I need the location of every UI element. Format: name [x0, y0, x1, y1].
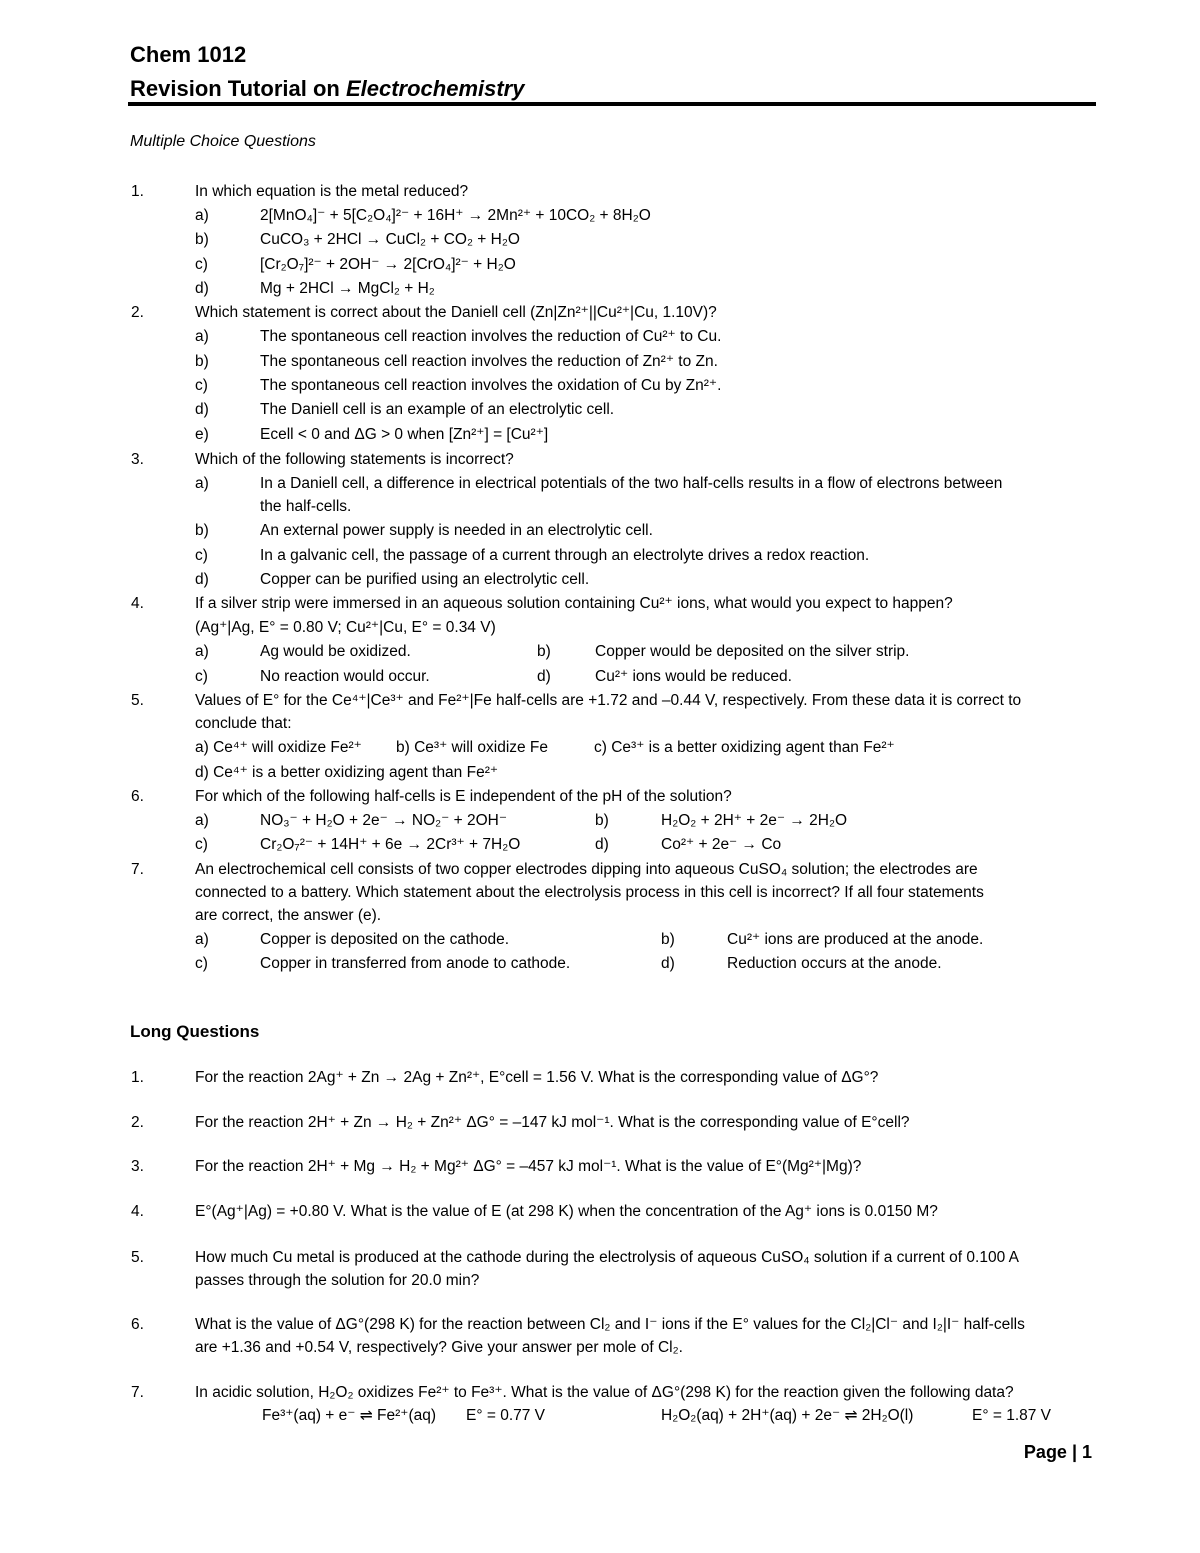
mcq-heading: Multiple Choice Questions: [130, 133, 316, 150]
option-label: d): [661, 955, 675, 972]
option-text: Mg + 2HCl → MgCl₂ + H₂: [260, 280, 435, 297]
option-text: The spontaneous cell reaction involves the reduction of Zn²⁺ to Zn.: [260, 353, 718, 370]
option-text: 2[MnO₄]⁻ + 5[C₂O₄]²⁻ + 16H⁺ → 2Mn²⁺ + 10CO₂ + 8H₂O: [260, 207, 651, 224]
title-prefix: Revision Tutorial on: [130, 76, 346, 101]
long-number: 2.: [131, 1114, 144, 1131]
course-title: Chem 1012: [130, 42, 247, 67]
option-text: a) Ce⁴⁺ will oxidize Fe²⁺: [195, 739, 362, 756]
long-number: 7.: [131, 1384, 144, 1401]
option-label: b): [195, 353, 209, 370]
title-topic: Electrochemistry: [345, 76, 525, 101]
half-reaction: Fe³⁺(aq) + e⁻ ⇌ Fe²⁺(aq): [262, 1407, 437, 1424]
mcq-question: Which of the following statements is incorrect?: [195, 451, 514, 468]
option-text: H₂O₂ + 2H⁺ + 2e⁻ → 2H₂O: [661, 812, 848, 829]
mcq-question: For which of the following half-cells is E independent of the pH of the solution?: [195, 788, 732, 805]
option-label: d): [195, 280, 209, 297]
mcq-question: An electrochemical cell consists of two copper electrodes dipping into aqueous CuSO₄ solution; the electrodes are: [195, 861, 978, 878]
option-label: b): [661, 931, 675, 948]
long-question: E°(Ag⁺|Ag) = +0.80 V. What is the value of E (at 298 K) when the concentration of the Ag⁺ ions is 0.0150 M?: [195, 1203, 938, 1220]
option-text: Cu²⁺ ions would be reduced.: [595, 668, 792, 685]
option-text: The spontaneous cell reaction involves the reduction of Cu²⁺ to Cu.: [260, 328, 722, 345]
long-question: For the reaction 2Ag⁺ + Zn → 2Ag + Zn²⁺, E°cell = 1.56 V. What is the corresponding value of ΔG°?: [195, 1069, 879, 1086]
option-text: Cu²⁺ ions are produced at the anode.: [727, 931, 984, 948]
long-number: 5.: [131, 1249, 144, 1266]
option-text: Reduction occurs at the anode.: [727, 955, 942, 972]
option-text: The Daniell cell is an example of an electrolytic cell.: [260, 401, 615, 418]
long-question: In acidic solution, H₂O₂ oxidizes Fe²⁺ to Fe³⁺. What is the value of ΔG°(298 K) for the reaction given the following data?: [195, 1384, 1014, 1401]
option-text: In a galvanic cell, the passage of a current through an electrolyte drives a redox reaction.: [260, 547, 870, 564]
option-text: [Cr₂O₇]²⁻ + 2OH⁻ → 2[CrO₄]²⁻ + H₂O: [260, 256, 516, 273]
long-question-continuation: are +1.36 and +0.54 V, respectively? Give your answer per mole of Cl₂.: [195, 1339, 683, 1356]
long-number: 4.: [131, 1203, 144, 1220]
option-text: Ecell < 0 and ΔG > 0 when [Zn²⁺] = [Cu²⁺]: [260, 426, 549, 443]
half-reaction: H₂O₂(aq) + 2H⁺(aq) + 2e⁻ ⇌ 2H₂O(l): [661, 1407, 914, 1424]
option-label: c): [195, 668, 208, 685]
long-question: How much Cu metal is produced at the cathode during the electrolysis of aqueous CuSO₄ solution if a current of 0.100 A: [195, 1249, 1019, 1266]
option-text: No reaction would occur.: [260, 668, 430, 685]
long-question: For the reaction 2H⁺ + Mg → H₂ + Mg²⁺ ΔG° = –457 kJ mol⁻¹. What is the value of E°(Mg²⁺|Mg)?: [195, 1158, 862, 1175]
option-label: c): [195, 955, 208, 972]
mcq-number: 4.: [131, 595, 144, 612]
option-label: a): [195, 207, 209, 224]
option-text: Ag would be oxidized.: [260, 643, 411, 660]
option-label: a): [195, 812, 209, 829]
option-text: CuCO₃ + 2HCl → CuCl₂ + CO₂ + H₂O: [260, 231, 520, 248]
mcq-number: 5.: [131, 692, 144, 709]
mcq-number: 2.: [131, 304, 144, 321]
option-label: d): [195, 401, 209, 418]
option-label: e): [195, 426, 209, 443]
option-text: b) Ce³⁺ will oxidize Fe: [396, 739, 549, 756]
mcq-number: 3.: [131, 451, 144, 468]
long-question-continuation: passes through the solution for 20.0 min?: [195, 1272, 480, 1289]
option-text: In a Daniell cell, a difference in electrical potentials of the two half-cells results in a flow of electrons between: [260, 475, 1003, 492]
option-label: c): [195, 377, 208, 394]
option-text: Copper is deposited on the cathode.: [260, 931, 510, 948]
option-label: c): [195, 836, 208, 853]
option-text: Copper in transferred from anode to cathode.: [260, 955, 571, 972]
long-question: For the reaction 2H⁺ + Zn → H₂ + Zn²⁺ ΔG° = –147 kJ mol⁻¹. What is the corresponding value of E°cell?: [195, 1114, 910, 1131]
option-label: b): [537, 643, 551, 660]
potential-value: E° = 1.87 V: [972, 1407, 1052, 1424]
mcq-question: In which equation is the metal reduced?: [195, 183, 469, 200]
header-rule: [128, 102, 1096, 106]
long-number: 6.: [131, 1316, 144, 1333]
option-text: An external power supply is needed in an electrolytic cell.: [260, 522, 653, 539]
mcq-question: Values of E° for the Ce⁴⁺|Ce³⁺ and Fe²⁺|Fe half-cells are +1.72 and –0.44 V, respectively. From these data it is correct to: [195, 692, 1022, 709]
page-number: Page | 1: [1023, 1442, 1092, 1462]
option-text: the half-cells.: [260, 498, 352, 515]
question-continuation: conclude that:: [195, 715, 292, 732]
option-label: c): [195, 256, 208, 273]
data-line: (Ag⁺|Ag, E° = 0.80 V; Cu²⁺|Cu, E° = 0.34 V): [195, 619, 496, 636]
question-continuation: connected to a battery. Which statement about the electrolysis process in this cell is incorrect? If all four statements: [195, 884, 984, 901]
option-text: d) Ce⁴⁺ is a better oxidizing agent than Fe²⁺: [195, 764, 499, 781]
option-text: Cr₂O₇²⁻ + 14H⁺ + 6e → 2Cr³⁺ + 7H₂O: [260, 836, 521, 853]
potential-value: E° = 0.77 V: [466, 1407, 546, 1424]
option-label: a): [195, 475, 209, 492]
option-label: b): [195, 231, 209, 248]
option-label: c): [195, 547, 208, 564]
long-number: 3.: [131, 1158, 144, 1175]
option-label: b): [595, 812, 609, 829]
option-text: The spontaneous cell reaction involves the oxidation of Cu by Zn²⁺.: [260, 377, 722, 394]
mcq-question: If a silver strip were immersed in an aqueous solution containing Cu²⁺ ions, what would you expect to happen?: [195, 595, 953, 612]
option-label: a): [195, 643, 209, 660]
option-text: Copper would be deposited on the silver strip.: [595, 643, 910, 660]
document-title: [130, 76, 524, 102]
option-text: Co²⁺ + 2e⁻ → Co: [661, 836, 782, 853]
long-number: 1.: [131, 1069, 144, 1086]
option-label: b): [195, 522, 209, 539]
option-label: a): [195, 328, 209, 345]
option-text: NO₃⁻ + H₂O + 2e⁻ → NO₂⁻ + 2OH⁻: [260, 812, 508, 829]
option-label: d): [595, 836, 609, 853]
option-text: c) Ce³⁺ is a better oxidizing agent than Fe²⁺: [594, 739, 895, 756]
long-heading: Long Questions: [130, 1022, 260, 1041]
long-question: What is the value of ΔG°(298 K) for the reaction between Cl₂ and I⁻ ions if the E° values for the Cl₂|Cl⁻ and I₂|I⁻ half-cells: [195, 1316, 1025, 1333]
mcq-number: 7.: [131, 861, 144, 878]
option-label: d): [537, 668, 551, 685]
mcq-number: 6.: [131, 788, 144, 805]
mcq-number: 1.: [131, 183, 144, 200]
option-label: a): [195, 931, 209, 948]
option-text: Copper can be purified using an electrolytic cell.: [260, 571, 590, 588]
mcq-question: Which statement is correct about the Daniell cell (Zn|Zn²⁺||Cu²⁺|Cu, 1.10V)?: [195, 304, 717, 321]
question-continuation: are correct, the answer (e).: [195, 907, 382, 924]
option-label: d): [195, 571, 209, 588]
